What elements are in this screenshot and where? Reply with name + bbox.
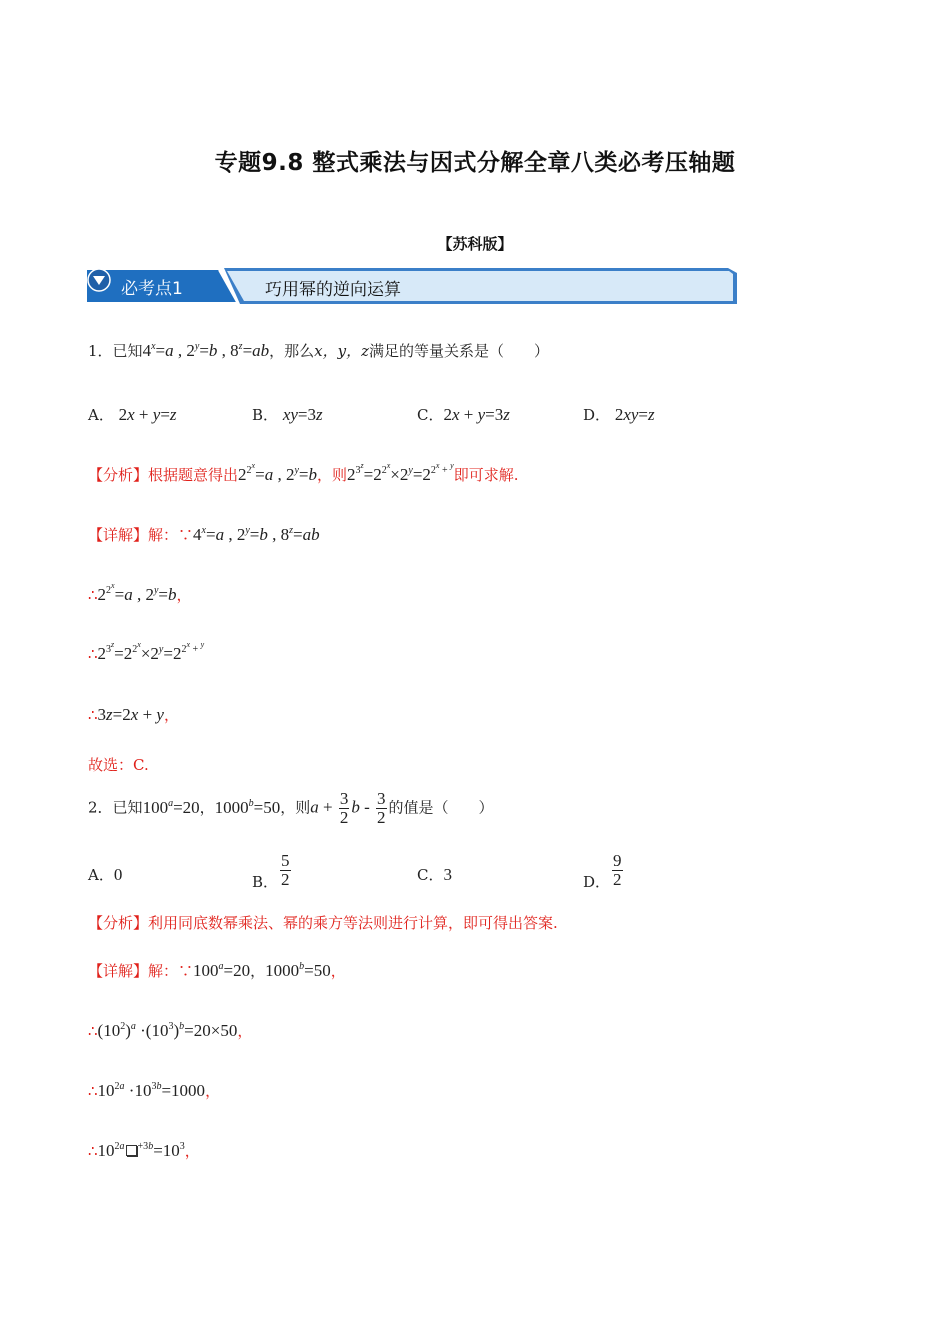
- analysis-tag: 【分析】: [88, 914, 149, 932]
- detail-tag: 【详解】: [88, 962, 149, 980]
- q1-analysis: 【分析】根据题意得出$2^{2^x}=a$ , $2^y=b$，则$2^{3^z}=2^{2^x}\times 2^y=2^{2^x + ^y}$即可求解.: [88, 461, 519, 484]
- banner-label: 必考点1: [121, 279, 183, 299]
- page-title: 专题9.8 整式乘法与因式分解全章八类必考压轴题: [214, 150, 736, 176]
- q1-detail: 【详解】解：$\because 4^x=a$ , $2^y=b$ , $8^z=ab$: [88, 525, 320, 544]
- option-c[interactable]: C．3: [417, 865, 452, 884]
- q2-analysis: 【分析】利用同底数幂乘法、幂的乘方等法则进行计算，即可得出答案.: [88, 914, 558, 932]
- detail-tag: 【详解】: [88, 526, 149, 544]
- question-number: 2．: [88, 798, 113, 817]
- option-c[interactable]: C．2x + y=3z: [417, 405, 510, 424]
- question-2: 2．已知$100^a=20$，$1000^b=50$，则a + $\frac{3}{2}$ b - $\frac{3}{2}$ 的值是（ ）: [88, 789, 494, 827]
- chevron-down-circle-icon[interactable]: [87, 268, 111, 292]
- banner-topic: 巧用幂的逆向运算: [265, 280, 401, 300]
- option-a[interactable]: A．0: [88, 865, 123, 884]
- option-d[interactable]: D． 2xy=z: [583, 405, 655, 424]
- option-d[interactable]: D． $\frac{9}{2}$: [583, 851, 622, 891]
- edition-label: 【苏科版】: [437, 235, 513, 253]
- analysis-tag: 【分析】: [88, 466, 149, 484]
- q2-step-2: $\therefore 10^{2a} \cdot 10^{3b}=1000$，: [88, 1081, 221, 1100]
- q1-variables: x，y，z: [314, 342, 370, 360]
- q2-detail: 【详解】解：$\because 100^a=20$，$1000^b=50$，: [88, 961, 346, 980]
- option-b[interactable]: B． xy=3z: [252, 405, 323, 424]
- question-1: 1．已知$4^x=a$ , $2^y=b$ , $8^z=ab$，那么x，y，z满足的等量关系是（ ）: [88, 341, 550, 360]
- q2-step-3: $\therefore 10^{2a}$ $^{+3b}=10^3$，: [88, 1141, 200, 1160]
- q2-step-1: $\therefore(10^2)^a \cdot(10^3)^b=20\times 50$，: [88, 1021, 253, 1040]
- banner-shape: [87, 268, 737, 304]
- q1-step-1: $\therefore 2^{2^x}=a$ , $2^y=b$，: [88, 581, 192, 604]
- option-b[interactable]: B． $\frac{5}{2}$: [252, 851, 290, 891]
- q1-step-3: ∴3z=2x + y，: [88, 705, 179, 724]
- q1-answer: 故选：C.: [88, 756, 149, 774]
- q1-options: [88, 404, 788, 428]
- section-banner: [87, 268, 737, 304]
- q2-options: [88, 852, 788, 896]
- q1-condition: $4^x=a$ , $2^y=b$ , $8^z=ab$: [142, 341, 270, 360]
- option-a[interactable]: A． 2x + y=z: [88, 405, 177, 424]
- question-number: 1．: [88, 342, 113, 360]
- q1-step-2: $\therefore 2^{3^z}=2^{2^x}\times 2^y=2^{2^x + ^y}$: [88, 640, 205, 663]
- missing-glyph-box: [126, 1145, 137, 1156]
